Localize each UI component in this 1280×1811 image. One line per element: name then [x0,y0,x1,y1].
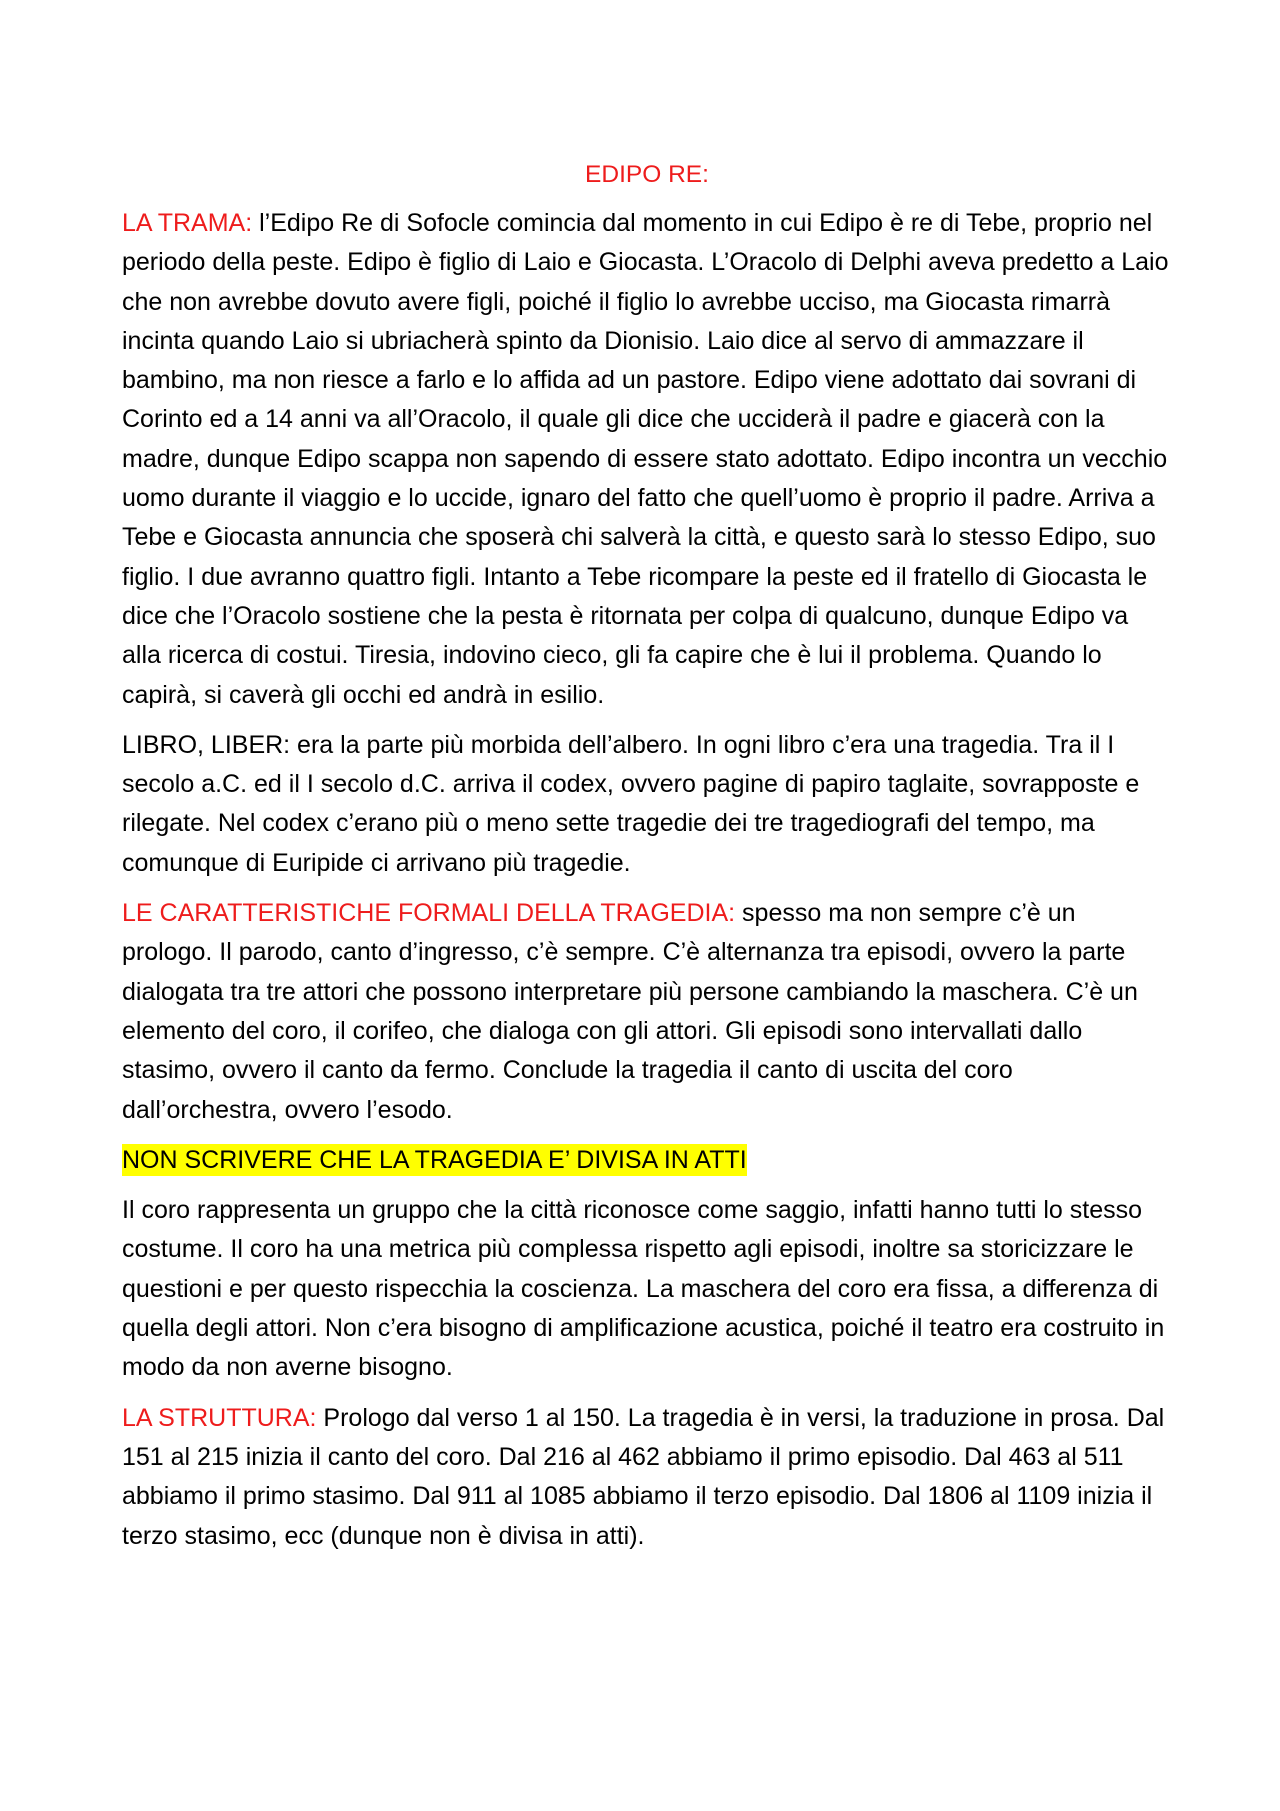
paragraph-warning [122,1141,1172,1180]
text-caratteristiche: spesso ma non sempre c’è un prologo. Il parodo, canto d’ingresso, c’è sempre. C’è alternanza tra episodi, ovvero la parte dialogata tra tre attori che possono interpretare più persone cambiando la maschera. C’è un elemento del coro, il corifeo, che dialoga con gli attori. Gli episodi sono intervallati dallo stasimo, ovvero il canto da fermo. Conclude la tragedia il canto di uscita del coro dall’orchestra, ovvero l’esodo. [122,899,1138,1124]
highlighted-warning: NON SCRIVERE CHE LA TRAGEDIA E’ DIVISA IN ATTI [122,1145,747,1174]
paragraph-trama [122,204,1172,715]
heading-trama: LA TRAMA: [122,209,253,237]
heading-struttura: LA STRUTTURA: [122,1403,317,1432]
text-libro: LIBRO, LIBER: era la parte più morbida dell’albero. In ogni libro c’era una tragedia. Tra il I secolo a.C. ed il I secolo d.C. arriva il codex, ovvero pagine di papiro taglaite, sovrapposte e rilegate. Nel codex c’erano più o meno sette tragedie dei tre tragediografi del tempo, ma comunque di Euripide ci arrivano più tragedie. [122,730,1140,877]
text-coro: Il coro rappresenta un gruppo che la città riconosce come saggio, infatti hanno tutti lo stesso costume. Il coro ha una metrica più complessa rispetto agli episodi, inoltre sa storicizzare le questioni e per questo rispecchia la coscienza. La maschera del coro era fissa, a differenza di quella degli attori. Non c’era bisogno di amplificazione acustica, poiché il teatro era costruito in modo da non averne bisogno. [122,1196,1165,1382]
paragraph-libro [122,726,1172,883]
paragraph-struttura [122,1399,1172,1556]
document-page [122,155,1172,1567]
paragraph-coro [122,1191,1172,1387]
heading-caratteristiche: LE CARATTERISTICHE FORMALI DELLA TRAGEDIA: [122,899,736,928]
paragraph-caratteristiche [122,894,1172,1130]
text-trama: l’Edipo Re di Sofocle comincia dal momento in cui Edipo è re di Tebe, proprio nel periodo della peste. Edipo è figlio di Laio e Giocasta. L’Oracolo di Delphi aveva predetto a Laio che non avrebbe dovuto avere figli, poiché il figlio lo avrebbe ucciso, ma Giocasta rimarrà incinta quando Laio si ubriacherà spinto da Dionisio. Laio dice al servo di ammazzare il bambino, ma non riesce a farlo e lo affida ad un pastore. Edipo viene adottato dai sovrani di Corinto ed a 14 anni va all’Oracolo, il quale gli dice che ucciderà il padre e giacerà con la madre, dunque Edipo scappa non sapendo di essere stato adottato. Edipo incontra un vecchio uomo durante il viaggio e lo uccide, ignaro del fatto che quell’uomo è proprio il padre. Arriva a Tebe e Giocasta annuncia che sposerà chi salverà la città, e questo sarà lo stesso Edipo, suo figlio. I due avranno quattro figli. Intanto a Tebe ricompare la peste ed il fratello di Giocasta le dice che l’Oracolo sostiene che la pesta è ritornata per colpa di qualcuno, dunque Edipo va alla ricerca di costui. Tiresia, indovino cieco, gli fa capire che è lui il problema. Quando lo capirà, si caverà gli occhi ed andrà in esilio. [122,209,1169,709]
text-struttura: Prologo dal verso 1 al 150. La tragedia è in versi, la traduzione in prosa. Dal 151 al 215 inizia il canto del coro. Dal 216 al 462 abbiamo il primo episodio. Dal 463 al 511 abbiamo il primo stasimo. Dal 911 al 1085 abbiamo il terzo episodio. Dal 1806 al 1109 inizia il terzo stasimo, ecc (dunque non è divisa in atti). [122,1403,1165,1550]
document-title: EDIPO RE: [585,161,709,188]
